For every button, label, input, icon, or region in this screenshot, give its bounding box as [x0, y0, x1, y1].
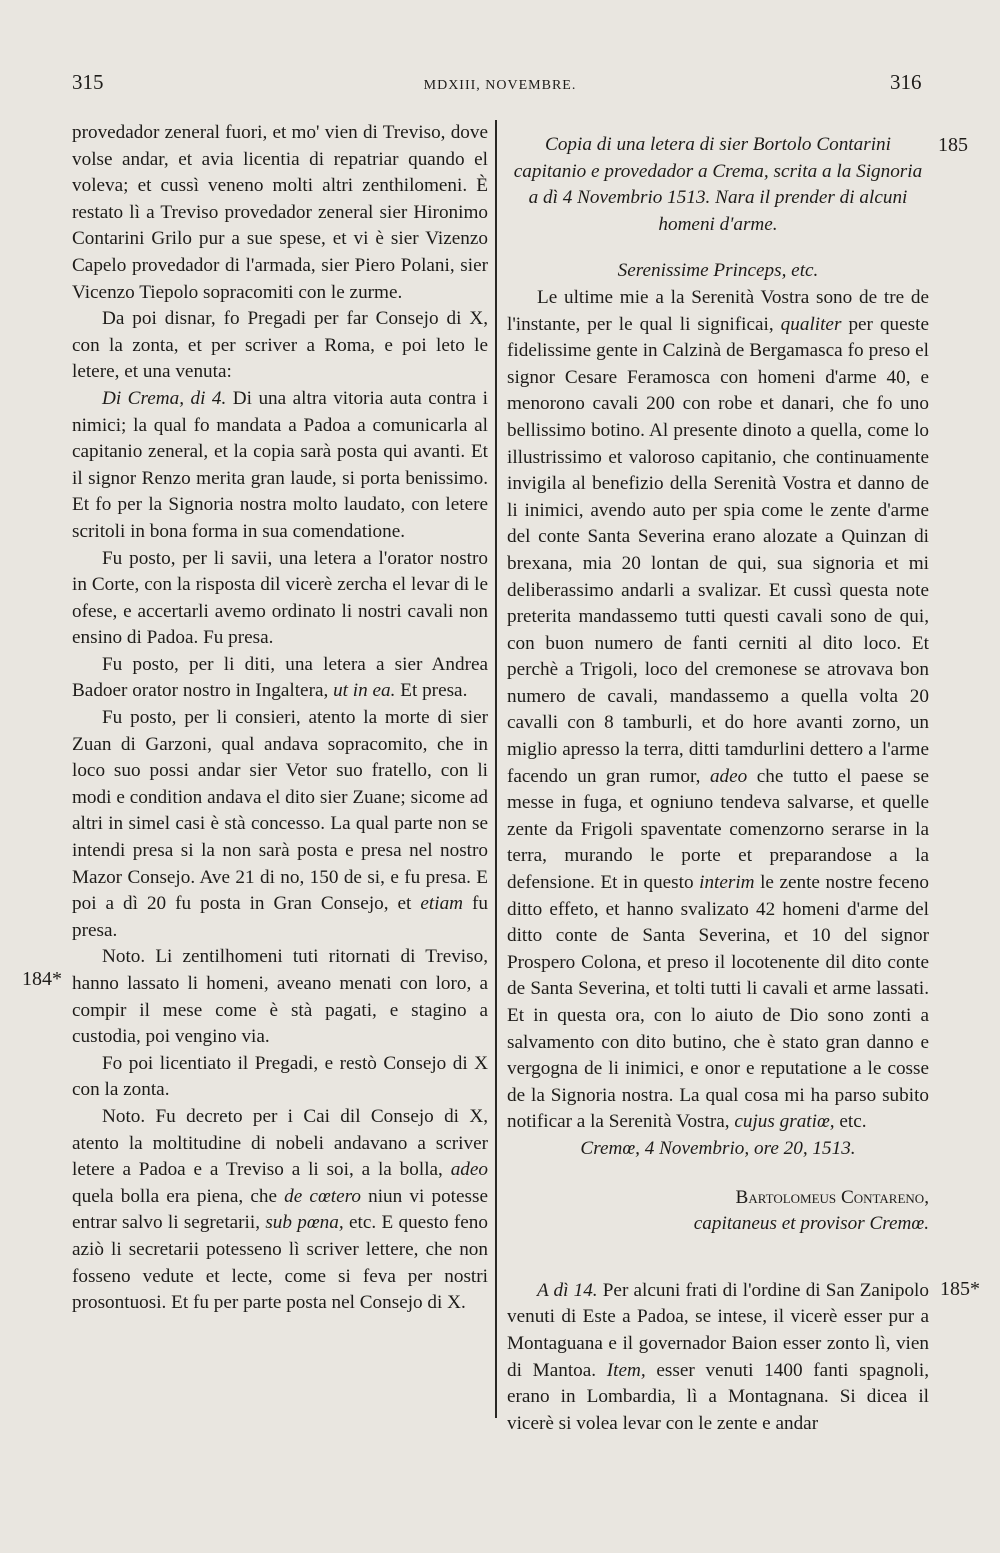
italic-text: adeo	[450, 1159, 488, 1181]
text: Per alcuni frati di l'ordine di San Zanipolo venuti di Este a Padoa, se intese, il vicerè esser pur a Montaguana e il governador Baion esser zonto lì, vien di Mantoa.	[507, 1279, 929, 1381]
italic-text: de cœtero	[284, 1185, 361, 1207]
left-column	[72, 120, 488, 1317]
italic-text: adeo	[709, 765, 748, 787]
text: etc.	[834, 1111, 867, 1133]
paragraph: Fo poi licentiato il Pregadi, e restò Consejo di X con la zonta.	[72, 1052, 488, 1101]
paragraph: Da poi disnar, fo Pregadi per far Consejo di X, con la zonta, et per scriver a Roma, e poi leto le letere, et una venuta:	[72, 308, 488, 383]
text: Fu posto, per li diti, una letera a sier Andrea Badoer orator nostro in Ingaltera,	[72, 653, 488, 702]
margin-number-184: 184*	[22, 968, 62, 990]
paragraph: Fu posto, per li savii, una letera a l'orator nostro in Corte, con la risposta dil vicerè zercha el levar di le ofese, e accertarli avemo ordinato li nostri cavali non ensino di Padoa. Fu presa.	[72, 547, 488, 649]
page-number-right: 316	[890, 70, 922, 94]
italic-text: sub pœna,	[265, 1212, 344, 1234]
text: Fu posto, per li consieri, atento la morte di sier Zuan di Garzoni, qual andava sopracomito, che in loco suo possi andar sier Vetor suo fratello, con li modi e condition andava el dito sier Zuane; sicome ad altri in simel casi è stà concesso. La qual parte non se intendi presa si la non sarà posta e presa nel nostro Mazor Consejo. Ave 21 di no, 150 de si, e fu presa. E poi a dì 20 fu posta in Gran Consejo, et	[72, 707, 488, 915]
page-number-left: 315	[72, 70, 104, 94]
paragraph	[72, 386, 488, 546]
italic-text: ut in ea.	[333, 680, 396, 702]
margin-number-185: 185	[938, 134, 968, 156]
margin-number-185b: 185*	[940, 1278, 980, 1300]
column-divider	[495, 120, 497, 1418]
diary-entry	[507, 1278, 929, 1438]
text: che tutto el paese se messe in fuga, et ogniuno tendeva salvarse, et quelle zente da Frigoli spaventate comenzorno serarse in la terra, murando le porte et preparandose a la defensione. Et in questo	[507, 765, 930, 894]
paragraph	[72, 705, 488, 944]
italic-text: cujus gratiœ,	[734, 1111, 835, 1133]
letter-title: Copia di una letera di sier Bortolo Contarini capitanio e provedador a Crema, scrita a la Signoria a dì 4 Novembrio 1513. Nara il prender di alcuni homeni d'arme.	[513, 134, 923, 235]
text: Di una altra vitoria auta contra i nimici; la qual fo mandata a Padoa a comunicarla al capitanio zeneral, et la copia sarà posta qui avanti. Et il signor Renzo merita gran laude, si porta benissimo. Et fo per la Signoria nostra molto laudato, con letere scritoli in bona forma in sua comendatione.	[72, 387, 488, 542]
italic-text: Item,	[606, 1359, 646, 1381]
text: fu presa.	[72, 893, 489, 941]
text: quela bolla era piena, che	[72, 1185, 285, 1207]
italic-text: A dì 14.	[537, 1279, 598, 1301]
paragraph	[72, 1104, 488, 1317]
running-title: MDXIII, NOVEMBRE.	[423, 78, 577, 93]
italic-text: interim	[699, 872, 755, 894]
text: le zente nostre feceno ditto effeto, et hanno svalizato 42 homeni d'arme del ditto conte de Santa Severina, et 10 del signor Prospero Colona, et preso il locotenente dil dito conte de Santa Severina, et tolti tutti li cavali et arme lassati. Et in questa ora, con lo aiuto de Dio sono zonti a salvamento con dito butino, che è stato gran danno e vergogna de li inimici, e onor e reputatione a le cosse de la Signoria nostra. La qual cosa mi ha parso subito notificar a la Serenità Vostra,	[507, 872, 930, 1133]
letter-date: Cremœ, 4 Novembrio, ore 20, 1513.	[580, 1137, 856, 1159]
text: per queste fidelissime gente in Calzinà de Bergamasca fo preso el signor Cesare Feramosca con homeni d'arme 40, e menorono cavali 200 con robe et danari, che fo uno bellissimo botino. Al presente dinoto a quella, come lo illustrissimo et valoroso capitanio, che continuamente invigila al benefizio della Serenità Vostra et danno de li inimici, avendo auto per spia come le zente d'arme del conte Santa Severina erano alozate a Quinzan di brexana, mia 20 lontan de qui, sua signoria et mi deliberassimo andarli a svalizar. Et cussì questa note preterita mandassemo tutti questi cavali sono de qui, con buon numero de fanti cerniti al dito loco. Et perchè a Trigoli, loco del cremonese se atrovava bon numero de cavali, mandassemo a quella volta 20 cavalli con 8 tamburli, et do hore avanti zorno, un miglio apresso la terra, ditti tamdurlini dettero a l'arme facendo un gran rumor,	[507, 313, 929, 787]
salutation: Serenissime Princeps, etc.	[617, 260, 819, 282]
signature-title: capitaneus et provisor Cremœ.	[693, 1213, 929, 1235]
text: Le ultime mie a la Serenità Vostra sono de tre de l'instante, per le qual li significai,	[507, 286, 929, 335]
text: Et presa.	[395, 680, 468, 702]
text: niun vi potesse entrar salvo li segretarii,	[72, 1185, 488, 1234]
italic-text: etiam	[420, 893, 464, 915]
paragraph	[72, 652, 488, 705]
letter-body	[507, 285, 929, 1136]
paragraph: Noto. Li zentilhomeni tuti ritornati di Treviso, hanno lassato li homeni, aveano menati con loro, a compir il mese come è stà pagati, e stagino a custodia, poi vengino via.	[72, 946, 488, 1048]
text: Noto. Fu decreto per i Cai dil Consejo di X, atento la moltitudine di nobeli andavano a scriver letere a Padoa e a Treviso a li soi, a la bolla,	[72, 1105, 488, 1181]
paragraph: provedador zeneral fuori, et mo' vien di Treviso, dove volse andar, et avia licentia di repatriar quando el voleva; et cussì veneno molti altri zenthilomeni. È restato lì a Treviso provedador zeneral sier Hironimo Contarini Grilo pur a sue spese, et vi è sier Vizenzo Capelo provedador di l'armada, sier Piero Polani, sier Vicenzo Tiepolo sopracomiti con le zurme.	[72, 122, 488, 303]
text: esser venuti 1400 fanti spagnoli, erano in Lombardia, lì a Montagnana. Si dicea il vicerè si volea levar con le zente e andar	[507, 1359, 929, 1434]
right-column	[507, 132, 929, 1437]
italic-text: Di Crema, di 4.	[102, 387, 227, 409]
text: etc. E questo feno aziò li secretarii potesseno lì scriver lettere, che non fosseno vedute et lecte, come si feva per nostri prosontuosi. Et fu per parte posta nel Consejo di X.	[72, 1212, 488, 1314]
italic-text: qualiter	[780, 313, 842, 335]
signature-name: Bartolomeus Contareno,	[735, 1186, 929, 1208]
